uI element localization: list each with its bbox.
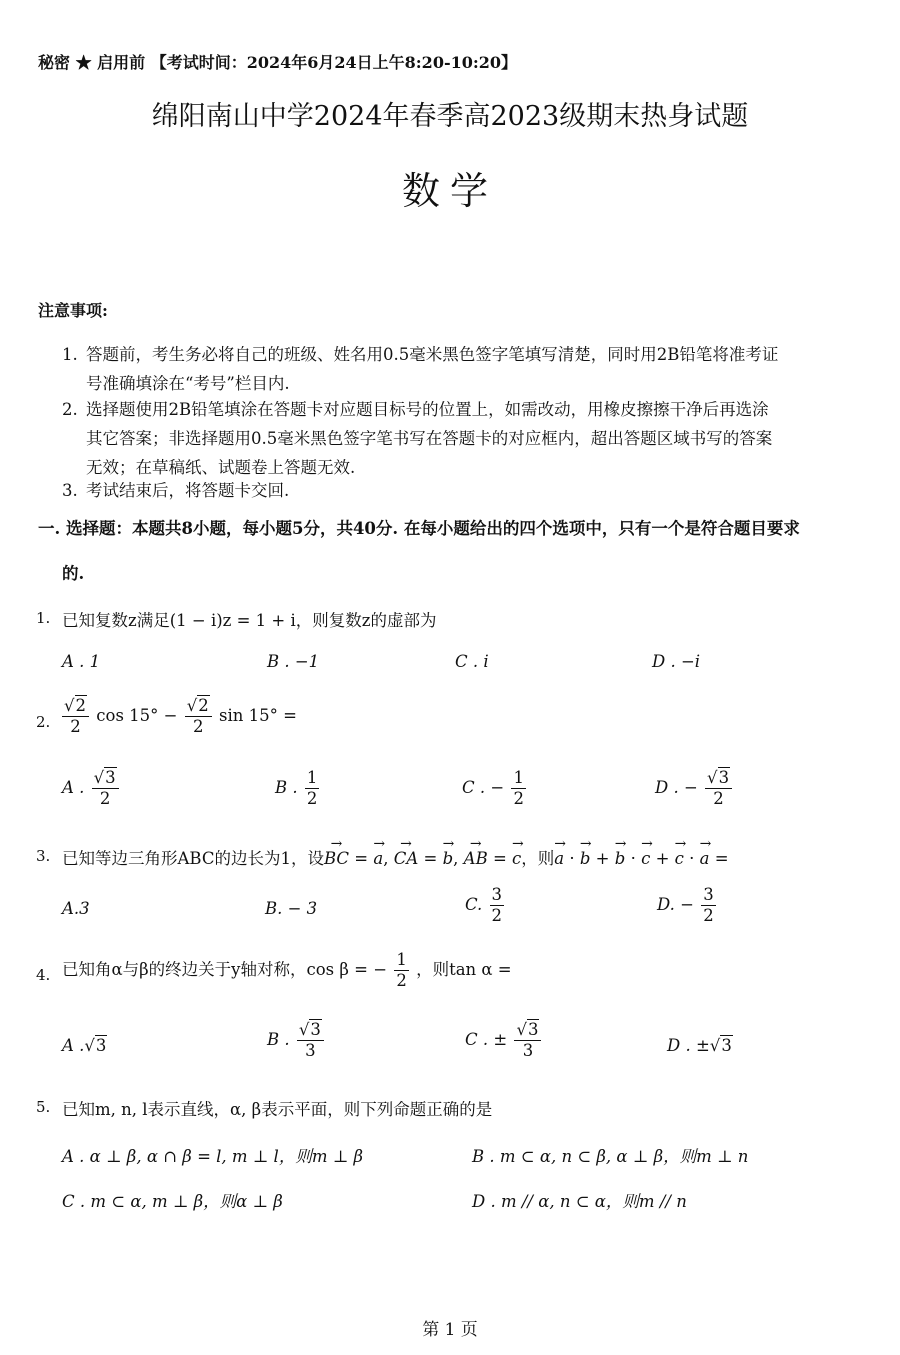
q2-option-a: A . $\frac{√3}{2}$ — [62, 768, 121, 809]
question-2-expression — [60, 696, 297, 737]
confidential-header: 秘密 ★ 启用前 【考试时间：2024年6月24日上午8:20-10:20】 — [38, 53, 518, 72]
q5-option-b: B . m ⊂ α, n ⊂ β, α ⊥ β，则m ⊥ n — [472, 1147, 749, 1166]
notice-text: 无效；在草稿纸、试题卷上答题无效. — [86, 458, 356, 477]
q3-option-d: D. − $\frac{3}{2}$ — [657, 885, 714, 925]
question-5-text: 已知m, n, l表示直线，α, β表示平面，则下列命题正确的是 — [62, 1100, 493, 1119]
question-number: 3. — [36, 847, 51, 865]
fraction: $\frac{√2}{2}$ — [62, 696, 89, 737]
q4-option-a: A .√3 — [62, 1036, 107, 1055]
notice-num: 2. — [62, 400, 78, 419]
q1-option-d: D . −i — [652, 652, 701, 671]
q1-option-b: B . −1 — [267, 652, 320, 671]
sin-term: sin 15° = — [218, 706, 297, 725]
question-1-text: 已知复数z满足(1 − i)z = 1 + i，则复数z的虚部为 — [62, 611, 437, 630]
notice-item-2 — [62, 395, 882, 482]
section-line: 一. 选择题：本题共8小题，每小题5分，共40分. 在每小题给出的四个选项中，只有一个是符合题目要求 — [38, 519, 800, 538]
question-number: 4. — [36, 966, 51, 984]
q1-option-c: C . i — [455, 652, 489, 671]
q2-option-b: B . $\frac{1}{2}$ — [275, 768, 318, 808]
question-number: 2. — [36, 713, 51, 731]
notice-num: 3. — [62, 481, 78, 500]
notice-text: 答题前，考生务必将自己的班级、姓名用0.5毫米黑色签字笔填写清楚，同时用2B铅笔将准考证 — [86, 345, 779, 364]
q5-option-c: C . m ⊂ α, m ⊥ β，则α ⊥ β — [62, 1192, 283, 1211]
notice-item-1 — [62, 340, 882, 398]
q4-option-d: D . ±√3 — [667, 1036, 732, 1055]
q4-option-c: C . ± $\frac{√3}{3}$ — [465, 1020, 543, 1061]
notice-text: 考试结束后，将答题卡交回. — [86, 481, 290, 500]
question-number: 1. — [36, 609, 51, 627]
q5-option-a: A . α ⊥ β, α ∩ β = l, m ⊥ l，则m ⊥ β — [62, 1147, 364, 1166]
q5-option-d: D . m // α, n ⊂ α，则m // n — [472, 1192, 687, 1211]
notice-text: 号准确填涂在“考号”栏目内. — [86, 374, 290, 393]
exam-title: 绵阳南山中学2024年春季高2023级期末热身试题 — [151, 101, 749, 132]
notice-text: 其它答案；非选择题用0.5毫米黑色签字笔书写在答题卡的对应框内，超出答题区域书写的答案 — [86, 429, 773, 448]
notice-title: 注意事项: — [38, 301, 108, 320]
subject-title: 数学 — [401, 169, 498, 213]
q3-option-c: C. $\frac{3}{2}$ — [465, 885, 503, 925]
q4-option-b: B . $\frac{√3}{3}$ — [267, 1020, 326, 1061]
cos-term: cos 15° − — [96, 706, 178, 725]
q2-option-c: C . − $\frac{1}{2}$ — [462, 768, 524, 808]
question-4-text: 已知角α与β的终边关于y轴对称，cos β = − $\frac{1}{2}$ ，则tan α = — [62, 950, 512, 990]
page-number: 第 1 页 — [422, 1320, 478, 1340]
question-3-text: 已知等边三角形ABC的边长为1，设→ BC = → a, → CA = → b, → AB = → c，则→ a · → b + → b · → c + → c · → a = — [62, 845, 729, 869]
q3-option-a: A.3 — [62, 899, 90, 918]
section-heading — [38, 514, 878, 588]
q1-option-a: A . 1 — [62, 652, 101, 671]
q2-option-d: D . − $\frac{√3}{2}$ — [655, 768, 734, 809]
q3-option-b: B. − 3 — [265, 899, 318, 918]
notice-num: 1. — [62, 345, 78, 364]
section-line: 的. — [62, 564, 85, 583]
notice-item-3 — [62, 476, 882, 505]
question-number: 5. — [36, 1098, 51, 1116]
notice-text: 选择题使用2B铅笔填涂在答题卡对应题目标号的位置上，如需改动，用橡皮擦擦干净后再选涂 — [86, 400, 769, 419]
fraction: $\frac{√2}{2}$ — [185, 696, 212, 737]
